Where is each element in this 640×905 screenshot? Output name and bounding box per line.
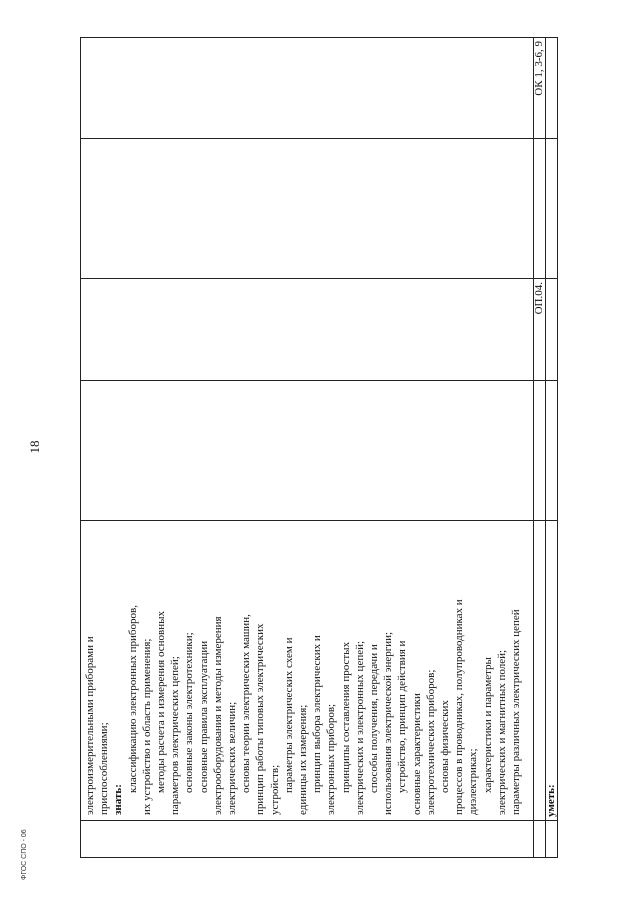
knowledge-line: диэлектриках;	[467, 748, 480, 815]
table-row	[534, 38, 546, 858]
competency-table	[80, 37, 558, 858]
knowledge-line: электрических и магнитных полей;	[495, 649, 508, 815]
knowledge-line: принцип выбора электрических и	[311, 635, 324, 793]
knowledge-line: характеристики и параметры	[481, 657, 494, 793]
knowledge-line: параметров электрических цепей;	[169, 656, 182, 815]
competency-codes: ОК 1, 3-6, 9	[534, 38, 546, 139]
table-cell-blank	[546, 821, 558, 858]
knowledge-line: знать:	[112, 784, 125, 815]
knowledge-line: принципы составления простых	[339, 641, 352, 793]
next-row-label: уметь:	[546, 521, 558, 821]
knowledge-line: единицы их измерения;	[297, 704, 310, 815]
knowledge-line: устройство, принцип действия и	[396, 640, 409, 793]
table-cell-blank	[81, 381, 534, 521]
knowledge-line: электрических и электронных цепей;	[353, 640, 366, 815]
knowledge-line: устройств;	[268, 764, 281, 815]
table-cell-blank	[546, 139, 558, 279]
table-cell-blank	[81, 139, 534, 279]
knowledge-line: основы физических	[439, 700, 452, 793]
table-cell-blank	[546, 381, 558, 521]
knowledge-line: электроизмерительными приборами и	[84, 636, 96, 815]
knowledge-line: способы получения, передачи и	[368, 644, 381, 793]
table-cell-blank	[81, 279, 534, 381]
knowledge-line: принцип работы типовых электрических	[254, 623, 267, 815]
table-cell-blank	[534, 821, 546, 858]
knowledge-text	[81, 521, 523, 820]
knowledge-line: основные характеристики	[410, 693, 423, 815]
knowledge-line: параметры различных электрических цепей	[510, 609, 523, 815]
table-row	[546, 38, 558, 858]
table-cell-blank	[546, 279, 558, 381]
knowledge-line: основные правила эксплуатации	[197, 640, 210, 793]
table-cell-blank	[546, 38, 558, 139]
knowledge-cell	[81, 521, 534, 821]
table-row	[81, 38, 534, 858]
knowledge-line: основные законы электротехники;	[183, 632, 196, 793]
table-cell-blank	[534, 381, 546, 521]
knowledge-line: электротехнических приборов;	[424, 669, 437, 815]
knowledge-line: параметры электрических схем и	[282, 637, 295, 793]
knowledge-line: основы теории электрических машин,	[240, 614, 253, 793]
table-cell-blank	[534, 521, 546, 821]
table-cell-blank	[81, 821, 534, 858]
knowledge-line: использования электрической энергии;	[382, 631, 395, 815]
page-number: 18	[27, 440, 42, 454]
table-cell-blank	[534, 139, 546, 279]
table-cell-blank	[81, 38, 534, 139]
knowledge-line: их устройство и область применения;	[140, 638, 153, 815]
footer-code: ФГОС СПО - 06	[21, 829, 28, 880]
knowledge-line: приспособлениями;	[98, 722, 111, 815]
knowledge-line: процессов в проводниках, полупроводниках и	[453, 599, 466, 815]
discipline-index: ОП.04.	[534, 279, 546, 381]
knowledge-line: электрических величин;	[226, 701, 239, 815]
knowledge-line: методы расчета и измерения основных	[155, 611, 168, 793]
knowledge-line: электронных приборов;	[325, 703, 338, 815]
knowledge-line: классификацию электронных приборов,	[126, 605, 139, 793]
competency-table-rotated	[80, 38, 558, 858]
knowledge-line: электрооборудования и методы измерения	[211, 616, 224, 815]
